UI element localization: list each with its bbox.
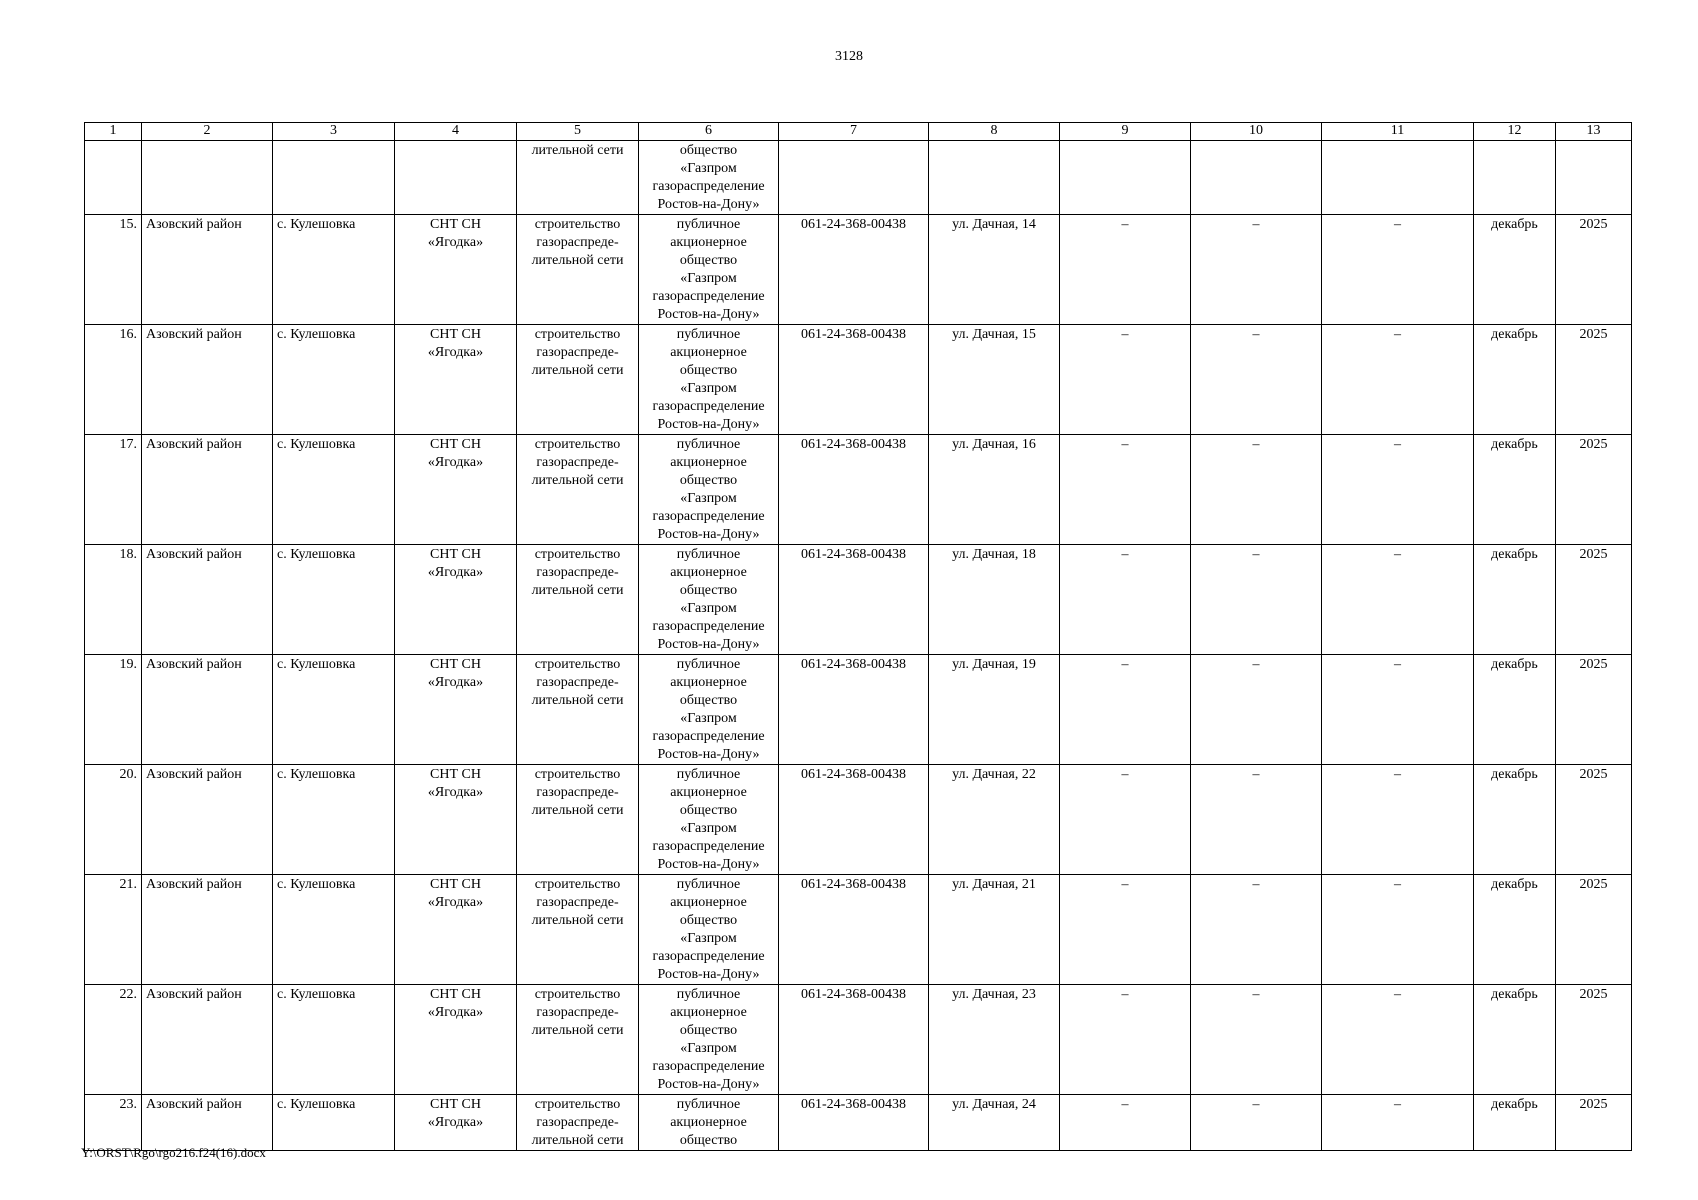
table-row bbox=[85, 325, 1632, 435]
row-number-cell: 16. bbox=[85, 325, 142, 435]
cell-line: «Газпром bbox=[680, 711, 737, 726]
cell-line: Ростов-на-Дону» bbox=[657, 197, 760, 212]
cell-line: «Газпром bbox=[680, 931, 737, 946]
table-cell bbox=[85, 141, 142, 215]
table-cell bbox=[1191, 141, 1322, 215]
code-cell: 061-24-368-00438 bbox=[779, 325, 929, 435]
settlement-cell: с. Кулешовка bbox=[273, 1095, 395, 1151]
cell-line: газораспреде- bbox=[536, 675, 619, 690]
district-cell: Азовский район bbox=[142, 985, 273, 1095]
organization-cell bbox=[639, 655, 779, 765]
table-row bbox=[85, 215, 1632, 325]
header-cell: 13 bbox=[1556, 123, 1632, 141]
cell-line: строительство bbox=[534, 1097, 621, 1112]
column-9-cell: – bbox=[1060, 765, 1191, 875]
snt-cell bbox=[395, 325, 517, 435]
cell-line: общество bbox=[679, 1133, 738, 1148]
cell-line: акционерное bbox=[670, 455, 747, 470]
column-9-cell: – bbox=[1060, 215, 1191, 325]
purpose-cell bbox=[517, 875, 639, 985]
cell-line: строительство bbox=[534, 877, 621, 892]
settlement-cell: с. Кулешовка bbox=[273, 765, 395, 875]
address-cell: ул. Дачная, 15 bbox=[929, 325, 1060, 435]
cell-line: лительной сети bbox=[531, 363, 624, 378]
cell-line: публичное bbox=[676, 877, 741, 892]
cell-line: газораспреде- bbox=[536, 1115, 619, 1130]
page-number: 3128 bbox=[835, 49, 863, 64]
cell-line: «Газпром bbox=[680, 491, 737, 506]
header-cell: 12 bbox=[1474, 123, 1556, 141]
snt-cell bbox=[395, 215, 517, 325]
cell-line: общество bbox=[679, 913, 738, 928]
year-cell: 2025 bbox=[1556, 655, 1632, 765]
address-cell: ул. Дачная, 16 bbox=[929, 435, 1060, 545]
cell-line: Ростов-на-Дону» bbox=[657, 417, 760, 432]
month-cell: декабрь bbox=[1474, 985, 1556, 1095]
year-cell: 2025 bbox=[1556, 215, 1632, 325]
column-10-cell: – bbox=[1191, 435, 1322, 545]
cell-line: общество bbox=[679, 253, 738, 268]
cell-line: «Ягодка» bbox=[427, 675, 484, 690]
header-cell: 4 bbox=[395, 123, 517, 141]
cell-line: акционерное bbox=[670, 1115, 747, 1130]
cell-line: лительной сети bbox=[531, 693, 624, 708]
column-9-cell: – bbox=[1060, 875, 1191, 985]
column-10-cell: – bbox=[1191, 655, 1322, 765]
month-cell: декабрь bbox=[1474, 765, 1556, 875]
table-row bbox=[85, 435, 1632, 545]
organization-cell bbox=[639, 765, 779, 875]
column-11-cell: – bbox=[1322, 435, 1474, 545]
row-number-cell: 22. bbox=[85, 985, 142, 1095]
cell-line: публичное bbox=[676, 1097, 741, 1112]
code-cell: 061-24-368-00438 bbox=[779, 655, 929, 765]
table-row bbox=[85, 875, 1632, 985]
cell-line: лительной сети bbox=[531, 1023, 624, 1038]
district-cell: Азовский район bbox=[142, 325, 273, 435]
table-cell bbox=[779, 141, 929, 215]
district-cell: Азовский район bbox=[142, 875, 273, 985]
data-table bbox=[84, 122, 1632, 1151]
cell-line: Ростов-на-Дону» bbox=[657, 967, 760, 982]
table-cell bbox=[395, 141, 517, 215]
cell-line: строительство bbox=[534, 327, 621, 342]
cell-line: «Ягодка» bbox=[427, 1005, 484, 1020]
cell-line: газораспределение bbox=[652, 179, 765, 194]
cell-line: газораспреде- bbox=[536, 565, 619, 580]
column-9-cell: – bbox=[1060, 985, 1191, 1095]
column-11-cell: – bbox=[1322, 985, 1474, 1095]
organization-cell bbox=[639, 141, 779, 215]
code-cell: 061-24-368-00438 bbox=[779, 545, 929, 655]
cell-line: СНТ СН bbox=[430, 437, 481, 452]
cell-line: публичное bbox=[676, 437, 741, 452]
header-cell: 7 bbox=[779, 123, 929, 141]
cell-line: СНТ СН bbox=[430, 767, 481, 782]
month-cell: декабрь bbox=[1474, 655, 1556, 765]
row-number-cell: 18. bbox=[85, 545, 142, 655]
address-cell: ул. Дачная, 18 bbox=[929, 545, 1060, 655]
snt-cell bbox=[395, 545, 517, 655]
code-cell: 061-24-368-00438 bbox=[779, 765, 929, 875]
cell-line: СНТ СН bbox=[430, 327, 481, 342]
cell-line: публичное bbox=[676, 217, 741, 232]
cell-line: газораспределение bbox=[652, 729, 765, 744]
snt-cell bbox=[395, 655, 517, 765]
snt-cell bbox=[395, 765, 517, 875]
row-number-cell: 19. bbox=[85, 655, 142, 765]
year-cell: 2025 bbox=[1556, 875, 1632, 985]
settlement-cell: с. Кулешовка bbox=[273, 655, 395, 765]
code-cell: 061-24-368-00438 bbox=[779, 875, 929, 985]
column-10-cell: – bbox=[1191, 1095, 1322, 1151]
organization-cell bbox=[639, 875, 779, 985]
footer-file-path: Y:\ORST\Rgo\rgo216.f24(16).docx bbox=[81, 1145, 266, 1160]
column-10-cell: – bbox=[1191, 545, 1322, 655]
column-11-cell: – bbox=[1322, 1095, 1474, 1151]
cell-line: лительной сети bbox=[531, 913, 624, 928]
cell-line: «Газпром bbox=[680, 381, 737, 396]
purpose-cell bbox=[517, 1095, 639, 1151]
table-cell bbox=[1060, 141, 1191, 215]
district-cell: Азовский район bbox=[142, 1095, 273, 1151]
cell-line: газораспреде- bbox=[536, 345, 619, 360]
cell-line: общество bbox=[679, 363, 738, 378]
cell-line: акционерное bbox=[670, 1005, 747, 1020]
header-cell: 11 bbox=[1322, 123, 1474, 141]
column-11-cell: – bbox=[1322, 545, 1474, 655]
cell-line: акционерное bbox=[670, 235, 747, 250]
cell-line: СНТ СН bbox=[430, 547, 481, 562]
header-cell: 8 bbox=[929, 123, 1060, 141]
settlement-cell: с. Кулешовка bbox=[273, 325, 395, 435]
snt-cell bbox=[395, 985, 517, 1095]
cell-line: «Ягодка» bbox=[427, 235, 484, 250]
purpose-cell bbox=[517, 435, 639, 545]
month-cell: декабрь bbox=[1474, 545, 1556, 655]
cell-line: строительство bbox=[534, 547, 621, 562]
organization-cell bbox=[639, 1095, 779, 1151]
table-cell bbox=[1474, 141, 1556, 215]
cell-line: газораспреде- bbox=[536, 895, 619, 910]
year-cell: 2025 bbox=[1556, 765, 1632, 875]
cell-line: общество bbox=[679, 1023, 738, 1038]
cell-line: СНТ СН bbox=[430, 987, 481, 1002]
district-cell: Азовский район bbox=[142, 655, 273, 765]
cell-line: общество bbox=[679, 473, 738, 488]
table-cell bbox=[1556, 141, 1632, 215]
cell-line: СНТ СН bbox=[430, 217, 481, 232]
cell-line: общество bbox=[679, 803, 738, 818]
column-11-cell: – bbox=[1322, 655, 1474, 765]
year-cell: 2025 bbox=[1556, 545, 1632, 655]
cell-line: общество bbox=[679, 693, 738, 708]
column-9-cell: – bbox=[1060, 1095, 1191, 1151]
district-cell: Азовский район bbox=[142, 435, 273, 545]
purpose-cell bbox=[517, 141, 639, 215]
settlement-cell: с. Кулешовка bbox=[273, 215, 395, 325]
table-cell bbox=[273, 141, 395, 215]
code-cell: 061-24-368-00438 bbox=[779, 435, 929, 545]
table-row bbox=[85, 765, 1632, 875]
column-9-cell: – bbox=[1060, 435, 1191, 545]
cell-line: газораспреде- bbox=[536, 1005, 619, 1020]
header-cell: 6 bbox=[639, 123, 779, 141]
table-cell bbox=[1322, 141, 1474, 215]
purpose-cell bbox=[517, 655, 639, 765]
row-number-cell: 17. bbox=[85, 435, 142, 545]
organization-cell bbox=[639, 325, 779, 435]
organization-cell bbox=[639, 985, 779, 1095]
cell-line: лительной сети bbox=[531, 253, 624, 268]
month-cell: декабрь bbox=[1474, 1095, 1556, 1151]
column-10-cell: – bbox=[1191, 765, 1322, 875]
cell-line: Ростов-на-Дону» bbox=[657, 527, 760, 542]
cell-line: «Ягодка» bbox=[427, 785, 484, 800]
cell-line: лительной сети bbox=[531, 473, 624, 488]
address-cell: ул. Дачная, 24 bbox=[929, 1095, 1060, 1151]
column-10-cell: – bbox=[1191, 215, 1322, 325]
column-10-cell: – bbox=[1191, 985, 1322, 1095]
table-cell bbox=[142, 141, 273, 215]
snt-cell bbox=[395, 875, 517, 985]
cell-line: акционерное bbox=[670, 895, 747, 910]
table-row bbox=[85, 1095, 1632, 1151]
header-cell: 1 bbox=[85, 123, 142, 141]
column-10-cell: – bbox=[1191, 875, 1322, 985]
address-cell: ул. Дачная, 22 bbox=[929, 765, 1060, 875]
table-row bbox=[85, 655, 1632, 765]
cell-line: лительной сети bbox=[531, 803, 624, 818]
cell-line: «Ягодка» bbox=[427, 565, 484, 580]
cell-line: публичное bbox=[676, 767, 741, 782]
cell-line: акционерное bbox=[670, 785, 747, 800]
district-cell: Азовский район bbox=[142, 545, 273, 655]
settlement-cell: с. Кулешовка bbox=[273, 985, 395, 1095]
cell-line: газораспреде- bbox=[536, 785, 619, 800]
cell-line: Ростов-на-Дону» bbox=[657, 747, 760, 762]
cell-line: общество bbox=[679, 143, 738, 158]
header-cell: 10 bbox=[1191, 123, 1322, 141]
year-cell: 2025 bbox=[1556, 1095, 1632, 1151]
year-cell: 2025 bbox=[1556, 325, 1632, 435]
snt-cell bbox=[395, 1095, 517, 1151]
cell-line: строительство bbox=[534, 987, 621, 1002]
address-cell: ул. Дачная, 21 bbox=[929, 875, 1060, 985]
column-11-cell: – bbox=[1322, 325, 1474, 435]
cell-line: газораспределение bbox=[652, 619, 765, 634]
cell-line: строительство bbox=[534, 657, 621, 672]
settlement-cell: с. Кулешовка bbox=[273, 435, 395, 545]
year-cell: 2025 bbox=[1556, 435, 1632, 545]
cell-line: «Ягодка» bbox=[427, 455, 484, 470]
snt-cell bbox=[395, 435, 517, 545]
cell-line: СНТ СН bbox=[430, 877, 481, 892]
cell-line: «Ягодка» bbox=[427, 895, 484, 910]
cell-line: Ростов-на-Дону» bbox=[657, 637, 760, 652]
cell-line: СНТ СН bbox=[430, 657, 481, 672]
cell-line: акционерное bbox=[670, 565, 747, 580]
row-number-cell: 20. bbox=[85, 765, 142, 875]
row-number-cell: 15. bbox=[85, 215, 142, 325]
cell-line: Ростов-на-Дону» bbox=[657, 857, 760, 872]
column-9-cell: – bbox=[1060, 325, 1191, 435]
table-row bbox=[85, 545, 1632, 655]
code-cell: 061-24-368-00438 bbox=[779, 985, 929, 1095]
organization-cell bbox=[639, 215, 779, 325]
header-cell: 5 bbox=[517, 123, 639, 141]
row-number-cell: 23. bbox=[85, 1095, 142, 1151]
continuation-row bbox=[85, 141, 1632, 215]
cell-line: Ростов-на-Дону» bbox=[657, 1077, 760, 1092]
organization-cell bbox=[639, 435, 779, 545]
cell-line: общество bbox=[679, 583, 738, 598]
cell-line: строительство bbox=[534, 217, 621, 232]
settlement-cell: с. Кулешовка bbox=[273, 875, 395, 985]
cell-line: лительной сети bbox=[531, 1133, 624, 1148]
address-cell: ул. Дачная, 14 bbox=[929, 215, 1060, 325]
cell-line: «Ягодка» bbox=[427, 345, 484, 360]
cell-line: публичное bbox=[676, 547, 741, 562]
cell-line: публичное bbox=[676, 327, 741, 342]
column-11-cell: – bbox=[1322, 875, 1474, 985]
cell-line: газораспределение bbox=[652, 509, 765, 524]
column-11-cell: – bbox=[1322, 215, 1474, 325]
cell-line: Ростов-на-Дону» bbox=[657, 307, 760, 322]
cell-line: лительной сети bbox=[531, 583, 624, 598]
cell-line: газораспреде- bbox=[536, 455, 619, 470]
month-cell: декабрь bbox=[1474, 215, 1556, 325]
row-number-cell: 21. bbox=[85, 875, 142, 985]
cell-line: публичное bbox=[676, 987, 741, 1002]
purpose-cell bbox=[517, 325, 639, 435]
cell-line: газораспределение bbox=[652, 1059, 765, 1074]
month-cell: декабрь bbox=[1474, 875, 1556, 985]
cell-line: газораспреде- bbox=[536, 235, 619, 250]
cell-line: «Газпром bbox=[680, 821, 737, 836]
column-10-cell: – bbox=[1191, 325, 1322, 435]
header-cell: 9 bbox=[1060, 123, 1191, 141]
cell-line: «Газпром bbox=[680, 1041, 737, 1056]
cell-line: строительство bbox=[534, 437, 621, 452]
purpose-cell bbox=[517, 545, 639, 655]
address-cell: ул. Дачная, 19 bbox=[929, 655, 1060, 765]
table-cell bbox=[929, 141, 1060, 215]
cell-line: «Ягодка» bbox=[427, 1115, 484, 1130]
header-cell: 3 bbox=[273, 123, 395, 141]
organization-cell bbox=[639, 545, 779, 655]
header-row bbox=[85, 123, 1632, 141]
code-cell: 061-24-368-00438 bbox=[779, 1095, 929, 1151]
cell-line: «Газпром bbox=[680, 601, 737, 616]
cell-line: СНТ СН bbox=[430, 1097, 481, 1112]
cell-line: газораспределение bbox=[652, 949, 765, 964]
settlement-cell: с. Кулешовка bbox=[273, 545, 395, 655]
cell-line: лительной сети bbox=[531, 143, 624, 158]
column-9-cell: – bbox=[1060, 545, 1191, 655]
purpose-cell bbox=[517, 215, 639, 325]
district-cell: Азовский район bbox=[142, 215, 273, 325]
cell-line: газораспределение bbox=[652, 839, 765, 854]
table-row bbox=[85, 985, 1632, 1095]
address-cell: ул. Дачная, 23 bbox=[929, 985, 1060, 1095]
purpose-cell bbox=[517, 765, 639, 875]
month-cell: декабрь bbox=[1474, 325, 1556, 435]
header-cell: 2 bbox=[142, 123, 273, 141]
cell-line: публичное bbox=[676, 657, 741, 672]
cell-line: строительство bbox=[534, 767, 621, 782]
cell-line: акционерное bbox=[670, 675, 747, 690]
table-header bbox=[85, 123, 1632, 141]
cell-line: «Газпром bbox=[680, 161, 737, 176]
cell-line: газораспределение bbox=[652, 289, 765, 304]
purpose-cell bbox=[517, 985, 639, 1095]
table-body bbox=[85, 141, 1632, 1151]
cell-line: акционерное bbox=[670, 345, 747, 360]
cell-line: газораспределение bbox=[652, 399, 765, 414]
month-cell: декабрь bbox=[1474, 435, 1556, 545]
year-cell: 2025 bbox=[1556, 985, 1632, 1095]
column-11-cell: – bbox=[1322, 765, 1474, 875]
column-9-cell: – bbox=[1060, 655, 1191, 765]
code-cell: 061-24-368-00438 bbox=[779, 215, 929, 325]
cell-line: «Газпром bbox=[680, 271, 737, 286]
district-cell: Азовский район bbox=[142, 765, 273, 875]
